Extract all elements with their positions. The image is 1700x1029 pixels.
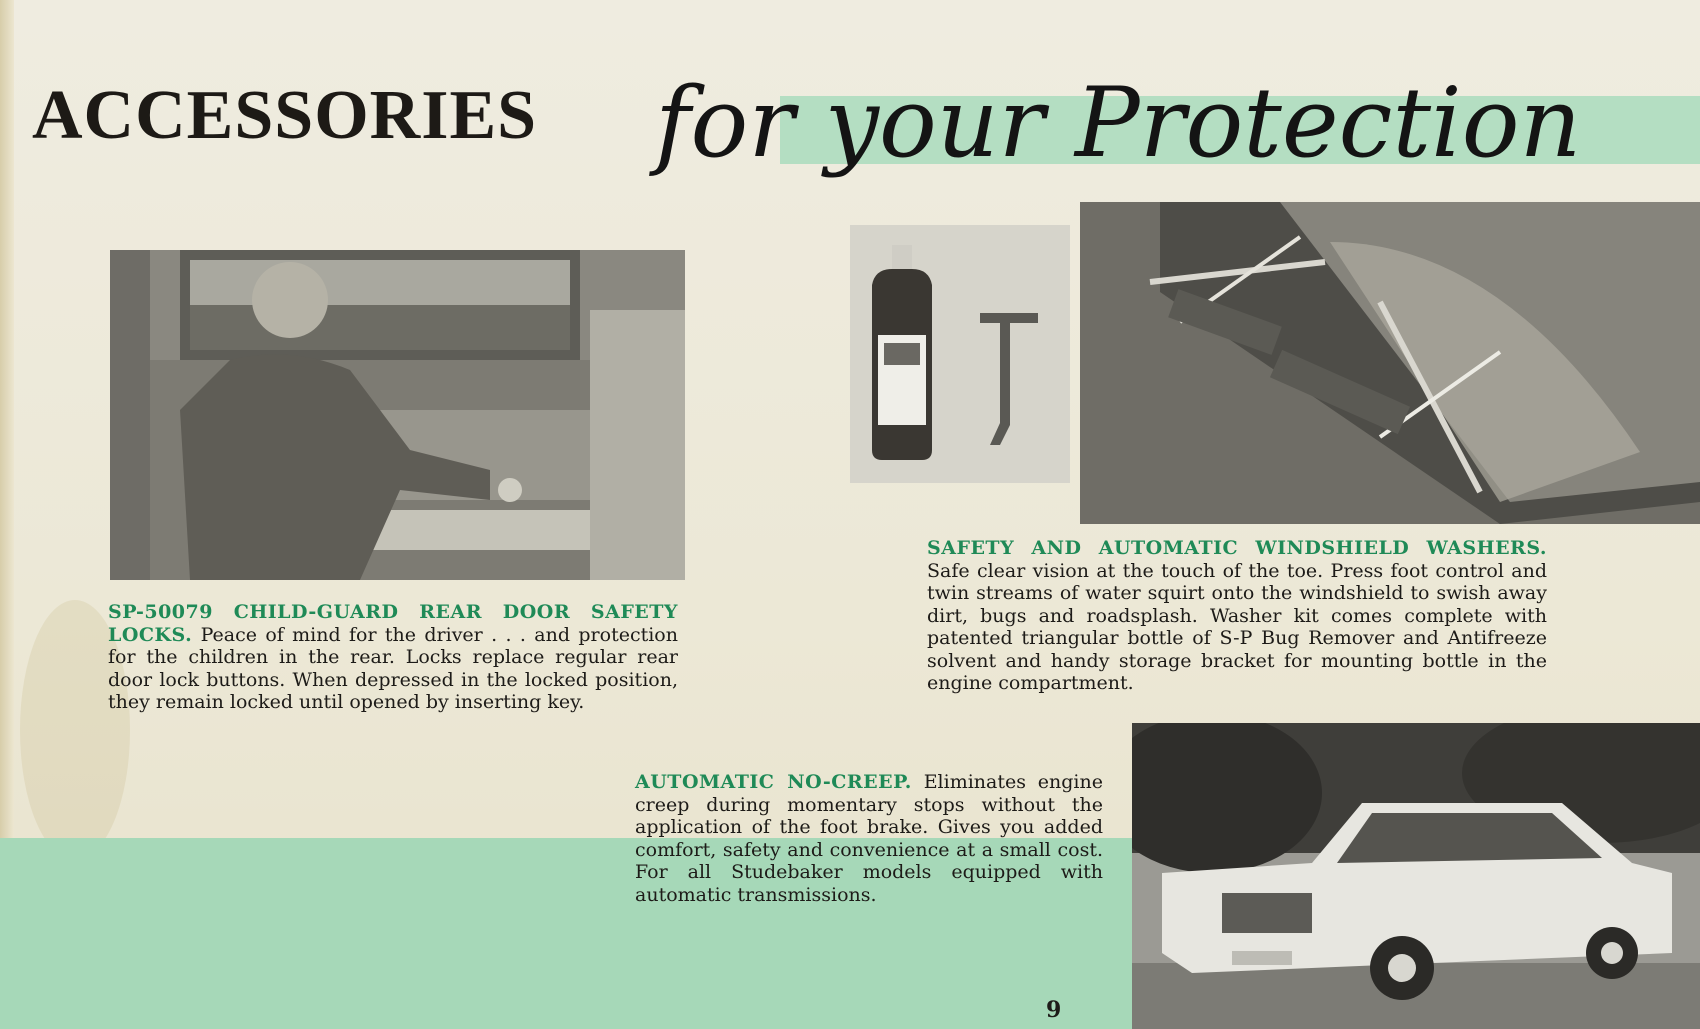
photo-windshield-washers: [1080, 202, 1700, 524]
page-number: 9: [1046, 997, 1062, 1023]
script-title-text: for your Protection: [655, 67, 1582, 179]
caption-windshield-washers: [927, 537, 1547, 695]
caption-no-creep: [635, 771, 1103, 906]
photo-child-door-lock: [110, 250, 685, 580]
caption-no-creep-body: Eliminates engine creep during momentary stops without the application of the foot brake. Gives you added comfort, safety and convenience at a small cost. For all Studebaker models equipped with automatic transmissions.: [635, 771, 1103, 906]
caption-no-creep-title: AUTOMATIC NO-CREEP.: [635, 771, 912, 793]
caption-child-guard-locks-title: SP-50079 CHILD-GUARD REAR DOOR SAFETY LOCKS.: [108, 601, 678, 646]
photo-studebaker-wagon: [1132, 723, 1700, 1029]
page-heading: ACCESSORIES: [32, 77, 538, 154]
caption-windshield-washers-body: Safe clear vision at the touch of the toe. Press foot control and twin streams of water squirt onto the windshield to swish away dirt, bugs and roadsplash. Washer kit comes complete with patented triangular bottle of S-P Bug Remover and Antifreeze solvent and handy storage bracket for mounting bottle in the engine compartment.: [927, 559, 1547, 694]
photo-washer-bottle-bracket: [850, 225, 1070, 483]
caption-child-guard-locks: [108, 601, 678, 714]
caption-child-guard-locks-body: Peace of mind for the driver . . . and protection for the children in the rear. Locks replace regular rear door lock buttons. When depressed in the locked position, they remain locked until opened by inserting key.: [108, 623, 678, 713]
script-title: [655, 46, 1582, 216]
caption-windshield-washers-title: SAFETY AND AUTOMATIC WINDSHIELD WASHERS.: [927, 537, 1547, 559]
